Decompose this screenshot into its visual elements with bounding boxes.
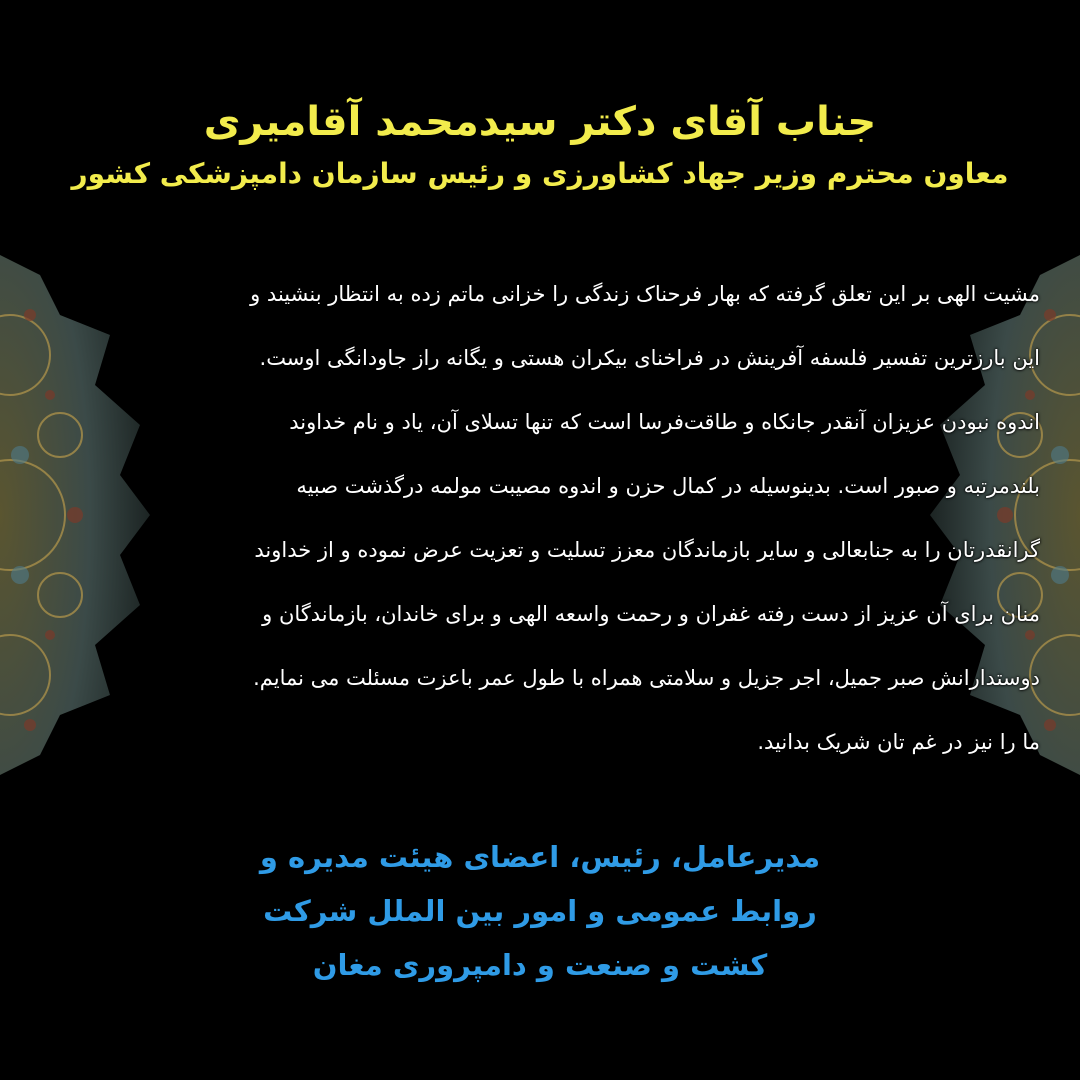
signature-block — [0, 830, 1080, 992]
message-line: بلندمرتبه و صبور است. بدینوسیله در کمال حزن و اندوه مصیبت مولمه درگذشت صبیه — [296, 474, 1040, 498]
condolence-message — [40, 262, 1040, 774]
recipient-title: جناب آقای دکتر سیدمحمد آقامیری — [203, 99, 877, 145]
message-line: این بارزترین تفسیر فلسفه آفرینش در فراخنای بیکران هستی و یگانه راز جاودانگی اوست. — [259, 346, 1040, 370]
message-line: ما را نیز در غم تان شریک بدانید. — [757, 730, 1040, 754]
message-line: گرانقدرتان را به جنابعالی و سایر بازماندگان معزز تسلیت و تعزیت عرض نموده و از خداوند — [254, 538, 1040, 562]
signature-line: مدیرعامل، رئیس، اعضای هیئت مدیره و — [259, 840, 821, 874]
header — [0, 92, 1080, 196]
message-line: دوستدارانش صبر جمیل، اجر جزیل و سلامتی همراه با طول عمر باعزت مسئلت می نمایم. — [253, 666, 1040, 690]
message-line: اندوه نبودن عزیزان آنقدر جانکاه و طاقت‌فرسا است که تنها تسلای آن، یاد و نام خداوند — [289, 410, 1040, 434]
message-line: مشیت الهی بر این تعلق گرفته که بهار فرحناک زندگی را خزانی ماتم زده به انتظار بنشیند و — [250, 282, 1040, 306]
signature-line: روابط عمومی و امور بین الملل شرکت — [263, 894, 817, 928]
signature-line: کشت و صنعت و دامپروری مغان — [312, 948, 768, 982]
recipient-position: معاون محترم وزیر جهاد کشاورزی و رئیس سازمان دامپزشکی کشور — [71, 157, 1009, 190]
message-line: منان برای آن عزیز از دست رفته غفران و رحمت واسعه الهی و برای خاندان، بازماندگان و — [262, 602, 1040, 626]
